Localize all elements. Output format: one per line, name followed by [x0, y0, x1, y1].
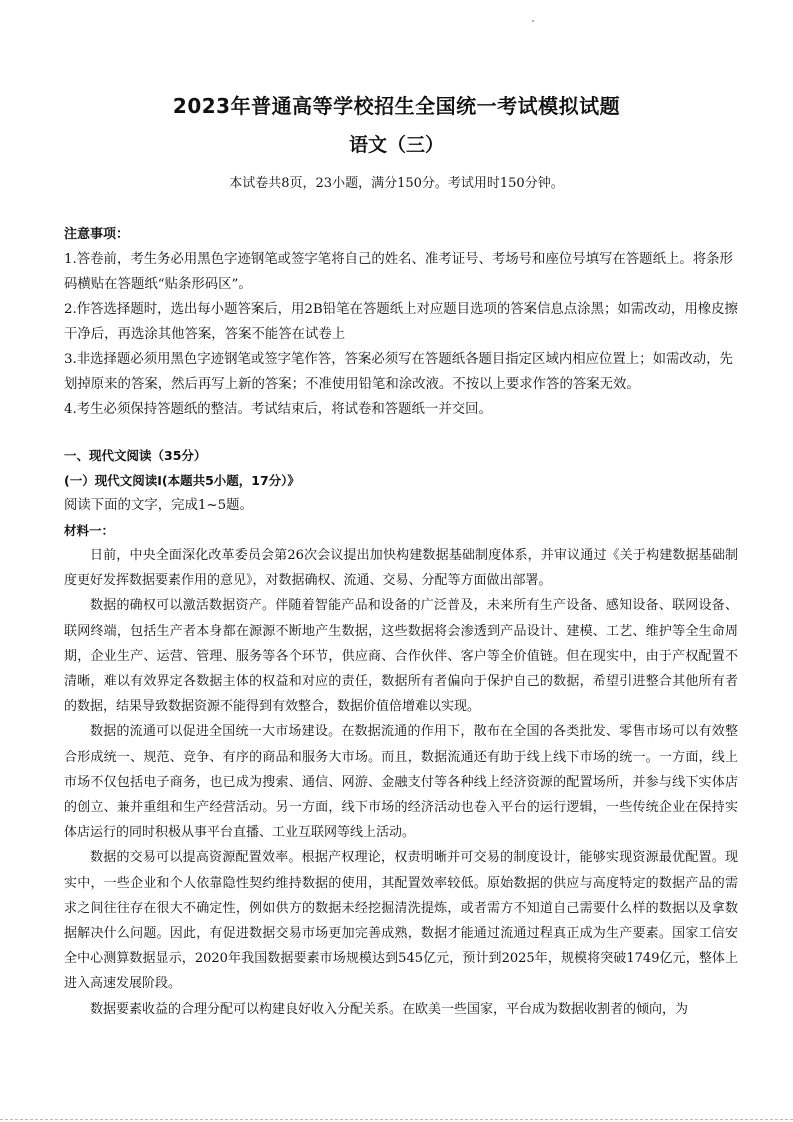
exam-subtitle: 语文（三）	[348, 134, 444, 156]
note-item: 2.作答选择题时，选出每小题答案后，用2B铅笔在答题纸上对应题目选项的答案信息点涂黑；如需改动，用橡皮擦干净后，再选涂其他答案，答案不能答在试卷上	[64, 302, 738, 342]
material-text	[64, 543, 738, 1022]
paragraph: 数据要素收益的合理分配可以构建良好收入分配关系。在欧美一些国家，平台成为数据收割者的倾向，为	[90, 1001, 689, 1017]
exam-info: 本试卷共8页，23小题，满分150分。考试用时150分钟。	[229, 176, 564, 191]
paragraph: 日前，中央全面深化改革委员会第26次会议提出加快构建数据基础制度体系，并审议通过《关于构建数据基础制度更好发挥数据要素作用的意见》，对数据确权、流通、交易、分配等方面做出部署。	[64, 548, 738, 589]
notes-block	[64, 222, 738, 422]
paragraph: 数据的确权可以激活数据资产。伴随着智能产品和设备的广泛普及，未来所有生产设备、感知设备、联网设备、联网终端，包括生产者本身都在源源不断地产生数据，这些数据将会渗透到产品设计、建模、工艺、维护等全生命周期，企业生产、运营、管理、服务等各个环节，供应商、合作伙伴、客户等全价值链。但在现实中，由于产权配置不清晰，难以有效界定各数据主体的权益和对应的责任，数据所有者偏向于保护自己的数据，希望引进整合其他所有者的数据，结果导致数据资源不能得到有效整合，数据价值倍增难以实现。	[64, 598, 738, 715]
paragraph: 数据的流通可以促进全国统一大市场建设。在数据流通的作用下，散布在全国的各类批发、零售市场可以有效整合形成统一、规范、竞争、有序的商品和服务大市场。而且，数据流通还有助于线上线下市场的统一。一方面，线上市场不仅包括电子商务，也已成为搜索、通信、网游、金融支付等各种线上经济资源的配置场所，并参与线下实体店的创立、兼并重组和生产经营活动。另一方面，线下市场的经济活动也卷入平台的运行逻辑，一些传统企业在保持实体店运行的同时积极从事平台直播、工业互联网等线上活动。	[64, 724, 738, 841]
notes-heading: 注意事项：	[64, 227, 130, 242]
material-label: 材料一：	[64, 523, 115, 538]
section-subtitle: (一）现代文阅读Ⅰ(本题共5小题，17分）》	[64, 473, 300, 488]
page-bottom-divider	[0, 1119, 793, 1120]
exam-title: 2023年普通高等学校招生全国统一考试模拟试题	[172, 94, 621, 118]
section-instruction: 阅读下面的文字，完成1~5题。	[64, 498, 253, 513]
note-item: 3.非选择题必须用黑色字迹钢笔或签字笔作答，答案必须写在答题纸各题目指定区域内相应位置上；如需改动，先划掉原来的答案，然后再写上新的答案；不准使用铅笔和涂改液。不按以上要求作答的答案无效。	[64, 352, 733, 392]
scan-mark	[532, 20, 534, 22]
section-title: 一、现代文阅读（35分）	[64, 448, 207, 463]
note-item: 4.考生必须保持答题纸的整洁。考试结束后，将试卷和答题纸一并交回。	[64, 402, 492, 417]
note-item: 1.答卷前，考生务必用黑色字迹钢笔或签字笔将自己的姓名、准考证号、考场号和座位号填写在答题纸上。将条形码横贴在答题纸“贴条形码区”。	[64, 252, 733, 292]
paragraph: 数据的交易可以提高资源配置效率。根据产权理论，权责明晰并可交易的制度设计，能够实现资源最优配置。现实中，一些企业和个人依靠隐性契约维持数据的使用，其配置效率较低。原始数据的供应与高度特定的数据产品的需求之间往往存在很大不确定性，例如供方的数据未经挖掘清洗提炼，或者需方不知道自己需要什么样的数据以及拿数据解决什么问题。因此，有促进数据交易市场更加完善成熟，数据才能通过流通过程真正成为生产要素。国家工信安全中心测算数据显示，2020年我国数据要素市场规模达到545亿元，预计到2025年，规模将突破1749亿元，整体上进入高速发展阶段。	[64, 850, 738, 992]
